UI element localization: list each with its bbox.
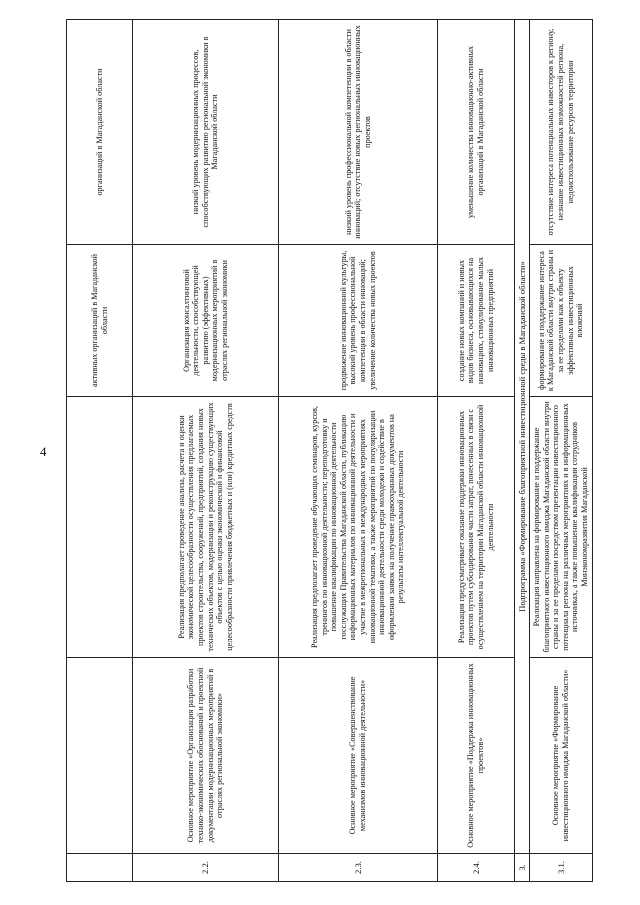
row-number: 3. <box>515 854 530 882</box>
non-implementation-consequence: низкий уровень профессиональной компетенции в области инноваций; отсутствие новых региональных инновационных проектов <box>279 20 438 245</box>
row-number: 3.1. <box>530 854 593 882</box>
measure-description: Реализация предусматривает оказание поддержки инновационных проектов путем субсидирования части затрат, понесенных в связи с осуществлением на территории Магаданской области инновационной деятельности <box>438 397 515 658</box>
table-row <box>530 20 593 882</box>
measure-description: Реализация предполагает проведение обучающих семинаров, курсов, тренингов по инновационной деятельности; переподготовку и повышение квалификации по инновационной деятельности госслужащих Правительства Магаданской области, публикацию информационных материалов по инновационной деятельности и участие в межрегиональных и международных мероприятиях инновационной тематики, а также мероприятий по популяризации инновационной деятельности среди молодежи и содействие в оформлении заявок на получение правоохранных документов на результаты интеллектуальной деятельности <box>279 397 438 658</box>
non-implementation-consequence: организаций в Магаданской области <box>67 20 133 245</box>
measure-name: Основное мероприятие «Организация разработки технико-экономических обоснований и проектной документации модернизационных мероприятий в отраслях региональной экономики» <box>133 658 279 854</box>
subprogram-row <box>515 20 530 882</box>
measure-name <box>67 658 133 854</box>
measure-description: Реализация предполагает проведение анализа, расчета и оценки экономической целесообразности осуществления предлагаемых проектов строительства, сооружений, предприятий, создания новых технических объектов, модернизации и реконструкцию существующих объектов с целью оценки экономической и финансовой целесообразности привлечения бюджетных и (или) кредитных средств <box>133 397 279 658</box>
subprogram-title: Подпрограмма «Формирование благоприятной инвестиционной среды в Магаданской области» <box>515 20 530 854</box>
table-row <box>438 20 515 882</box>
page-number: 4 <box>40 444 47 459</box>
document-table-rotated <box>66 20 588 882</box>
non-implementation-consequence: низкий уровень модернизационных процессов, способствующих развитию региональной экономики в Магаданской области <box>133 20 279 245</box>
row-number: 2.3. <box>279 854 438 882</box>
expected-result: создание новых компаний и новых видов бизнеса, основывающихся на инновациях, стимулирование малых инновационных предприятий <box>438 245 515 397</box>
measure-name: Основное мероприятие «Поддержка инновационных проектов» <box>438 658 515 854</box>
expected-result: активных организаций в Магаданской области <box>67 245 133 397</box>
row-number: 2.4. <box>438 854 515 882</box>
measure-description <box>67 397 133 658</box>
expected-result: продвижение инновационной культуры, высокий уровень профессиональной компетенции в области инноваций; увеличение количества новых проектов <box>279 245 438 397</box>
table-row <box>279 20 438 882</box>
table-row <box>133 20 279 882</box>
non-implementation-consequence: уменьшение количества инновационно-активных организаций в Магаданской области <box>438 20 515 245</box>
expected-result: формирование и поддержание интереса к Магаданской области внутри страны и за ее пределами как к объекту эффективных инвестиционных вложений <box>530 245 593 397</box>
expected-result: Организация консалтинговой деятельности, способствующей развитию (эффективных) модернизационных мероприятий в отраслях региональной экономики <box>133 245 279 397</box>
table-row <box>67 20 133 882</box>
non-implementation-consequence: отсутствие интереса потенциальных инвесторов к региону, незнание инвестиционных возможностей региона, недоиспользование ресурсов территории <box>530 20 593 245</box>
row-number <box>67 854 133 882</box>
measure-name: Основное мероприятие «Совершенствование механизмов инновационной деятельности» <box>279 658 438 854</box>
row-number: 2.2. <box>133 854 279 882</box>
measure-description: Реализация направлена на формирование и поддержание благоприятного инвестиционного имиджа Магаданской области внутри страны и за ее пределами посредством презентации инвестиционного потенциала региона на различных мероприятиях и в информационных источниках, а также повышение квалификации сотрудников Минэкономразвития Магаданской <box>530 397 593 658</box>
measures-table <box>66 19 593 882</box>
measure-name: Основное мероприятие «Формирование инвестиционного имиджа Магаданской области» <box>530 658 593 854</box>
